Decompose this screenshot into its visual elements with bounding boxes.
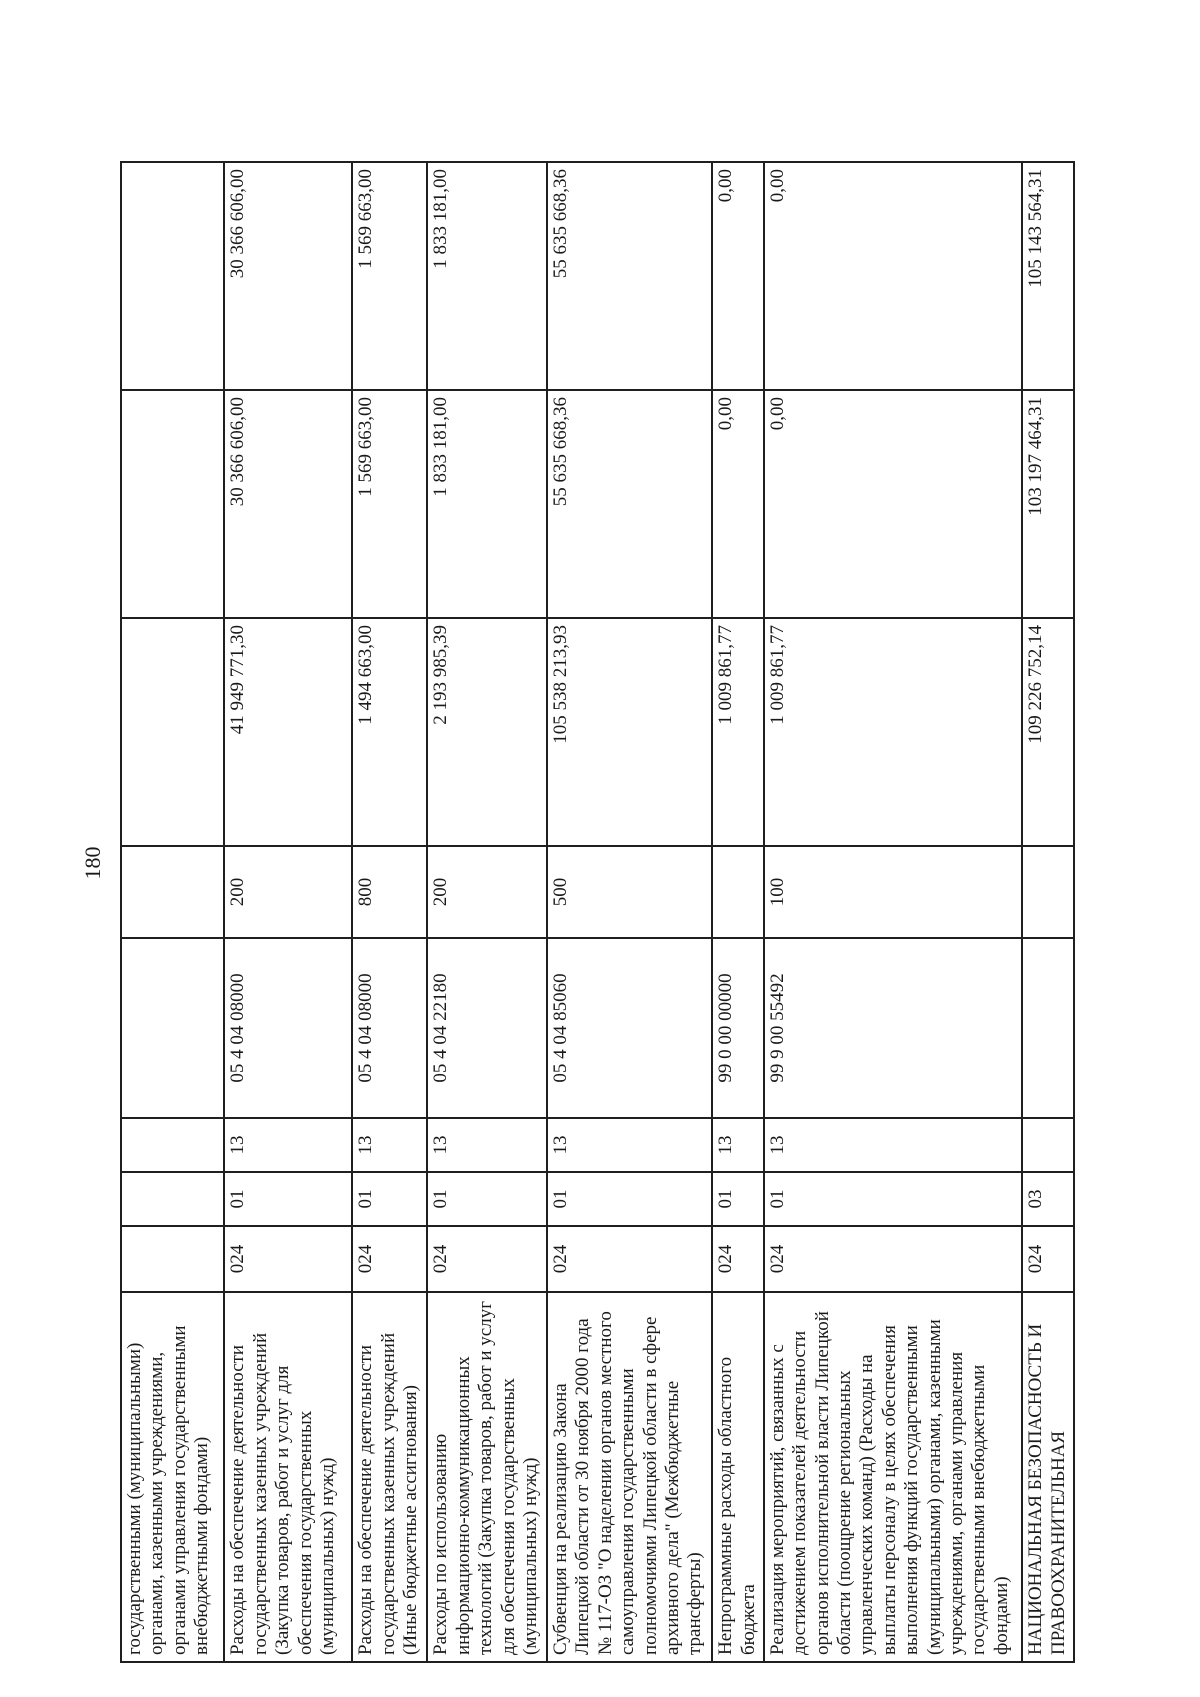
vr-code <box>121 846 224 938</box>
rz-code <box>121 1172 224 1226</box>
ved-code: 024 <box>352 1226 427 1292</box>
row-name: государственными (муниципальными) органами, казенными учреждениями, органами управления государственными внебюджетными фондами) <box>121 1292 224 1662</box>
csr-code: 05 4 04 22180 <box>427 938 547 1118</box>
sum-1: 109 226 752,14 <box>1022 618 1074 846</box>
row-name: Реализация мероприятий, связанных с достижением показателей деятельности органов исполнительной власти Липецкой области (поощрение региональных управленческих команд) (Расходы на выплаты персоналу в целях обеспечения выполнения функций государственными (муниципальными) органами, казенными учреждениями, органами управления государственными внебюджетными фондами) <box>764 1292 1023 1662</box>
rz-code: 01 <box>352 1172 427 1226</box>
sum-3: 1 833 181,00 <box>427 162 547 390</box>
rz-code: 03 <box>1022 1172 1074 1226</box>
sum-3: 1 569 663,00 <box>352 162 427 390</box>
table-row <box>764 162 1023 1662</box>
sum-1: 105 538 213,93 <box>547 618 712 846</box>
sum-1: 1 009 861,77 <box>764 618 1023 846</box>
pr-code: 13 <box>352 1118 427 1172</box>
vr-code <box>712 846 764 938</box>
vr-code: 500 <box>547 846 712 938</box>
pr-code: 13 <box>224 1118 352 1172</box>
page-number: 180 <box>80 846 105 880</box>
sum-1: 2 193 985,39 <box>427 618 547 846</box>
ved-code: 024 <box>712 1226 764 1292</box>
csr-code: 99 0 00 00000 <box>712 938 764 1118</box>
sum-1: 1 494 663,00 <box>352 618 427 846</box>
sum-3: 105 143 564,31 <box>1022 162 1074 390</box>
sum-2: 55 635 668,36 <box>547 390 712 618</box>
pr-code: 13 <box>712 1118 764 1172</box>
rz-code: 01 <box>547 1172 712 1226</box>
sum-3: 55 635 668,36 <box>547 162 712 390</box>
vr-code: 200 <box>427 846 547 938</box>
sum-2: 1 833 181,00 <box>427 390 547 618</box>
budget-table-rotated <box>120 163 1075 1663</box>
table-row <box>352 162 427 1662</box>
rz-code: 01 <box>764 1172 1023 1226</box>
ved-code: 024 <box>1022 1226 1074 1292</box>
sum-1: 1 009 861,77 <box>712 618 764 846</box>
sum-2: 0,00 <box>764 390 1023 618</box>
sum-1: 41 949 771,30 <box>224 618 352 846</box>
rz-code: 01 <box>427 1172 547 1226</box>
table-row <box>427 162 547 1662</box>
sum-2: 30 366 606,00 <box>224 390 352 618</box>
sum-3: 30 366 606,00 <box>224 162 352 390</box>
ved-code: 024 <box>547 1226 712 1292</box>
ved-code: 024 <box>764 1226 1023 1292</box>
row-name: Расходы на обеспечение деятельности государственных казенных учреждений (Закупка товаров, работ и услуг для обеспечения государственных (муниципальных) нужд) <box>224 1292 352 1662</box>
sum-3 <box>121 162 224 390</box>
row-name: Расходы по использованию информационно-коммуникационных технологий (Закупка товаров, работ и услуг для обеспечения государственных (муниципальных) нужд) <box>427 1292 547 1662</box>
rz-code: 01 <box>224 1172 352 1226</box>
table-row <box>121 162 224 1662</box>
csr-code: 99 9 00 55492 <box>764 938 1023 1118</box>
sum-2 <box>121 390 224 618</box>
vr-code <box>1022 846 1074 938</box>
csr-code <box>121 938 224 1118</box>
sum-3: 0,00 <box>764 162 1023 390</box>
sum-2: 1 569 663,00 <box>352 390 427 618</box>
sum-3: 0,00 <box>712 162 764 390</box>
ved-code: 024 <box>224 1226 352 1292</box>
table-row <box>712 162 764 1662</box>
pr-code: 13 <box>764 1118 1023 1172</box>
table-row <box>1022 162 1074 1662</box>
vr-code: 200 <box>224 846 352 938</box>
row-name: Непрограммные расходы областного бюджета <box>712 1292 764 1662</box>
csr-code <box>1022 938 1074 1118</box>
ved-code <box>121 1226 224 1292</box>
ved-code: 024 <box>427 1226 547 1292</box>
table-row <box>224 162 352 1662</box>
row-name: НАЦИОНАЛЬНАЯ БЕЗОПАСНОСТЬ И ПРАВООХРАНИТЕЛЬНАЯ <box>1022 1292 1074 1662</box>
vr-code: 100 <box>764 846 1023 938</box>
sum-1 <box>121 618 224 846</box>
budget-table <box>120 161 1075 1663</box>
pr-code: 13 <box>427 1118 547 1172</box>
vr-code: 800 <box>352 846 427 938</box>
csr-code: 05 4 04 08000 <box>224 938 352 1118</box>
table-row <box>547 162 712 1662</box>
sum-2: 0,00 <box>712 390 764 618</box>
csr-code: 05 4 04 08000 <box>352 938 427 1118</box>
row-name: Субвенция на реализацию Закона Липецкой области от 30 ноября 2000 года № 117-ОЗ "О наделении органов местного самоуправления государственными полномочиями Липецкой области в сфере архивного дела" (Межбюджетные трансферты) <box>547 1292 712 1662</box>
csr-code: 05 4 04 85060 <box>547 938 712 1118</box>
sum-2: 103 197 464,31 <box>1022 390 1074 618</box>
row-name: Расходы на обеспечение деятельности государственных казенных учреждений (Иные бюджетные ассигнования) <box>352 1292 427 1662</box>
pr-code: 13 <box>547 1118 712 1172</box>
pr-code <box>1022 1118 1074 1172</box>
pr-code <box>121 1118 224 1172</box>
rz-code: 01 <box>712 1172 764 1226</box>
